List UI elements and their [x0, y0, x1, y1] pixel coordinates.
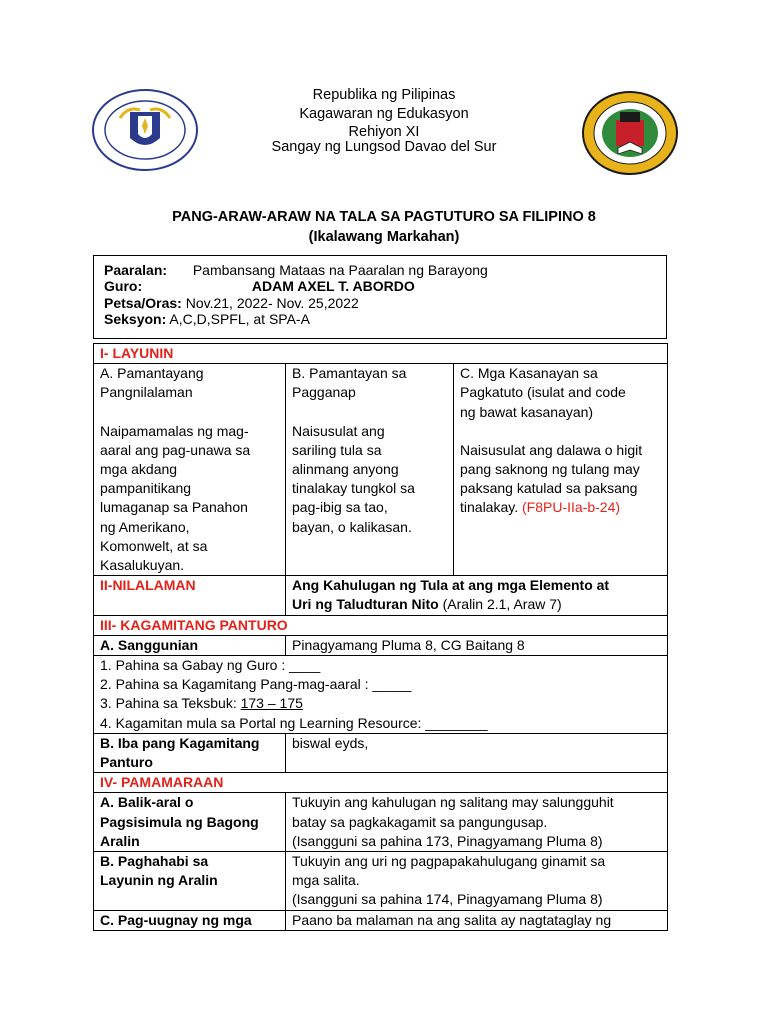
paghahabi-row: [94, 852, 668, 911]
document-subtitle: (Ikalawang Markahan): [308, 229, 460, 245]
competency-code: (F8PU-IIa-b-24): [522, 499, 621, 516]
pamamaraan-heading-row: [94, 773, 668, 793]
layunin-heading-row: [94, 344, 668, 364]
guro-label: Guro:: [104, 278, 143, 294]
header-region: Rehiyon XI: [348, 124, 420, 140]
header-country: Republika ng Pilipinas: [312, 87, 456, 103]
lesson-plan-table: [93, 343, 668, 931]
kasanayan-sa-pagkatuto-cell: C. Mga Kasanayan sa Pagkatuto (isulat and code ng bawat kasanayan) Naisusulat ang dalawa o higit pang saknong ng tulang may paksang katulad sa paksang tinalakay. (F8PU-IIa-b-24): [454, 364, 668, 576]
paaralan-value: Pambansang Mataas na Paaralan ng Barayong: [192, 262, 488, 278]
iba-pang-kagamitan-label: B. Iba pang Kagamitang Panturo: [94, 733, 286, 772]
kasanayan-last-line: tinalakay.: [460, 499, 519, 516]
balik-aral-row: [94, 793, 668, 852]
nilalaman-content: Ang Kahulugan ng Tula at ang mga Elemento at Uri ng Taludturan Nito (Aralin 2.1, Araw 7): [286, 576, 668, 615]
kagamitan-heading-row: [94, 615, 668, 635]
petsa-value: Nov.21, 2022- Nov. 25,2022: [185, 295, 359, 311]
nilalaman-row: [94, 576, 668, 615]
pahina-list: [94, 656, 668, 734]
header-division: Sangay ng Lungsod Davao del Sur: [271, 139, 497, 155]
sanggunian-value: Pinagyamang Pluma 8, CG Baitang 8: [286, 635, 668, 655]
iba-pang-kagamitan-row: [94, 733, 668, 772]
pamantayan-sa-pagganap-cell: B. Pamantayan sa Pagganap Naisusulat ang sariling tula sa alinmang anyong tinalakay tungkol sa pag-ibig sa tao, bayan, o kalikasan.: [286, 364, 454, 576]
pahina-list-row: [94, 656, 668, 734]
iba-pang-kagamitan-value: biswal eyds,: [286, 733, 668, 772]
pahina-item: 1. Pahina sa Gabay ng Guro : ____: [100, 657, 321, 674]
pamamaraan-heading: IV- PAMAMARAAN: [94, 773, 668, 793]
layunin-row: [94, 364, 668, 576]
paaralan-label: Paaralan:: [104, 262, 168, 278]
sanggunian-row: [94, 635, 668, 655]
pag-uugnay-row: [94, 910, 668, 930]
paghahabi-label: B. Paghahabi sa Layunin ng Aralin: [94, 852, 286, 911]
pahina-item: 3. Pahina sa Teksbuk: 173 – 175: [100, 695, 303, 712]
kagamitan-heading: III- KAGAMITANG PANTURO: [94, 615, 668, 635]
balik-aral-label: A. Balik-aral o Pagsisimula ng Bagong Aralin: [94, 793, 286, 852]
guro-value: ADAM AXEL T. ABORDO: [251, 278, 415, 294]
pahina-item: 2. Pahina sa Kagamitang Pang-mag-aaral : _____: [100, 676, 412, 693]
seksyon-value: A,C,D,SPFL, at SPA-A: [169, 311, 310, 327]
pag-uugnay-label: C. Pag-uugnay ng mga: [94, 910, 286, 930]
balik-aral-value: Tukuyin ang kahulugan ng salitang may salungguhit batay sa pagkakagamit sa pangungusap. (Isangguni sa pahina 173, Pinagyamang Pluma 8): [286, 793, 668, 852]
paghahabi-value: Tukuyin ang uri ng pagpapakahulugang ginamit sa mga salita. (Isangguni sa pahina 174, Pinagyamang Pluma 8): [286, 852, 668, 911]
document-title: PANG-ARAW-ARAW NA TALA SA PAGTUTURO SA FILIPINO 8: [172, 209, 596, 225]
info-box: [93, 255, 667, 339]
nilalaman-heading: II-NILALAMAN: [94, 576, 286, 615]
pag-uugnay-value: Paano ba malaman na ang salita ay nagtataglay ng: [286, 910, 668, 930]
seksyon-label: Seksyon:: [104, 311, 167, 327]
layunin-heading: I- LAYUNIN: [94, 344, 668, 364]
sanggunian-label: A. Sanggunian: [94, 635, 286, 655]
pahina-item: 4. Kagamitan mula sa Portal ng Learning Resource: ________: [100, 714, 488, 731]
pamantayang-pangnilalaman-cell: A. Pamantayang Pangnilalaman Naipamamalas ng mag- aaral ang pag-unawa sa mga akdang pampanitikang lumaganap sa Panahon ng Amerikano, Komonwelt, at sa Kasalukuyan.: [94, 364, 286, 576]
header-department: Kagawaran ng Edukasyon: [299, 106, 469, 122]
petsa-label: Petsa/Oras:: [104, 295, 182, 311]
